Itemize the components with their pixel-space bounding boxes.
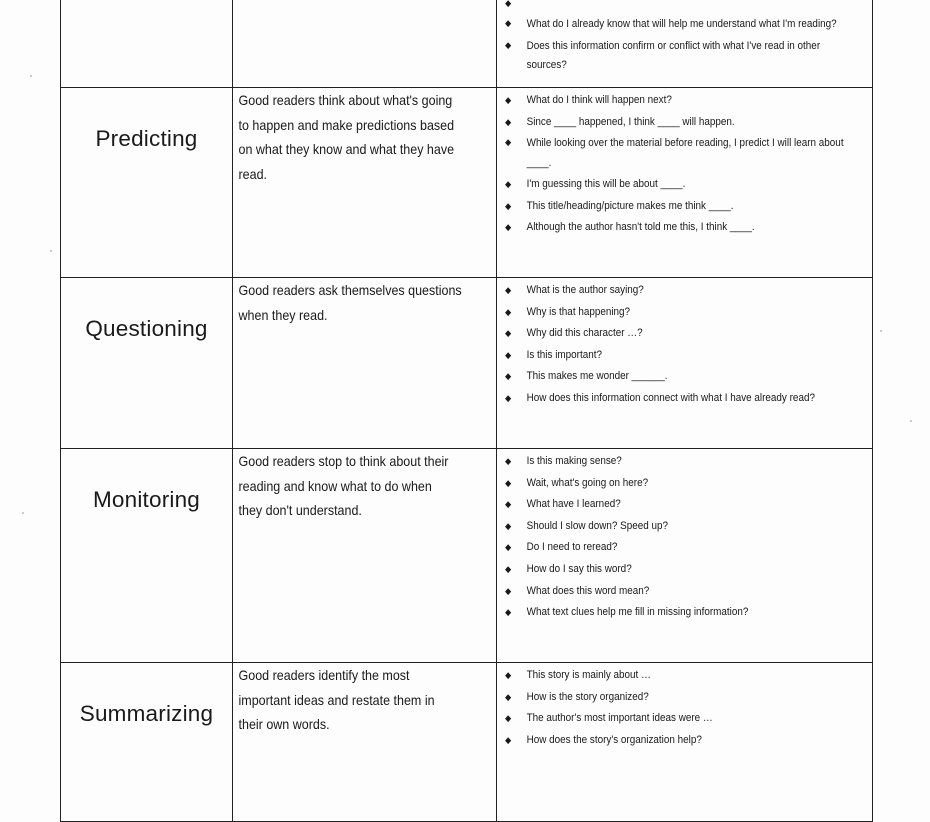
list-item: ◆ What do I already know that will help me understand what I'm reading? <box>505 14 856 36</box>
description-line: Good readers ask themselves questions <box>238 283 462 298</box>
description-cell <box>233 0 497 88</box>
list-item: ◆ I'm guessing this will be about ____. <box>505 174 830 196</box>
list-item: ◆ Do I need to reread? <box>505 537 830 559</box>
list-item: ◆ Should I slow down? Speed up? <box>505 516 830 538</box>
description-line: Good readers stop to think about their <box>238 454 449 469</box>
table-row <box>61 88 873 278</box>
description-line: Good readers think about what's going <box>238 93 453 108</box>
strategy-name-summarizing: Summarizing <box>61 663 233 822</box>
list-item: ◆ What have I learned? <box>505 494 830 516</box>
strategy-name-cell <box>61 0 233 88</box>
list-item: ◆ This title/heading/picture makes me think ____. <box>505 196 830 218</box>
strategy-description <box>233 663 494 738</box>
list-item: ◆ How does this information connect with what I have already read? <box>505 388 830 410</box>
list-item: ◆ While looking over the material before reading, I predict I will learn about ____. <box>505 133 856 174</box>
list-item: ◆ Wait, what's going on here? <box>505 473 830 495</box>
list-item: ◆ This story is mainly about … <box>505 665 830 687</box>
description-cell <box>233 449 497 663</box>
list-item <box>505 0 830 14</box>
strategy-name-questioning: Questioning <box>61 278 233 449</box>
list-item: ◆ Why is that happening? <box>505 302 830 324</box>
prompt-list <box>497 278 872 410</box>
list-item: ◆ Why did this character …? <box>505 323 830 345</box>
prompt-list <box>497 88 872 239</box>
strategy-description <box>233 449 494 524</box>
description-cell <box>233 278 497 449</box>
strategy-description <box>233 88 494 187</box>
description-line: important ideas and restate them in <box>238 692 435 708</box>
prompts-cell <box>497 278 873 449</box>
description-line: read. <box>238 166 268 182</box>
description-cell <box>233 88 497 278</box>
scan-speck <box>880 330 882 332</box>
list-item: ◆ Although the author hasn't told me this, I think ____. <box>505 217 830 239</box>
description-line: they don't understand. <box>238 503 362 518</box>
description-line: Good readers identify the most <box>238 668 410 683</box>
list-item: ◆ The author's most important ideas were … <box>505 708 830 730</box>
description-line: when they read. <box>238 307 328 323</box>
prompts-cell <box>497 88 873 278</box>
list-item: ◆ How do I say this word? <box>505 559 830 581</box>
strategy-name-predicting: Predicting <box>61 88 233 278</box>
list-item: ◆ What text clues help me fill in missing information? <box>505 602 830 624</box>
scan-speck <box>30 75 32 77</box>
list-item: ◆ Since ____ happened, I think ____ will happen. <box>505 112 830 134</box>
description-line: to happen and make predictions based <box>238 117 455 133</box>
scan-speck <box>50 250 52 252</box>
prompts-cell <box>497 449 873 663</box>
list-item: ◆ What is the author saying? <box>505 280 830 302</box>
list-item: ◆ Is this important? <box>505 345 830 367</box>
prompt-list <box>497 663 872 751</box>
table-row <box>61 663 873 822</box>
table-row <box>61 449 873 663</box>
list-item: ◆ Is this making sense? <box>505 451 830 473</box>
reading-strategies-table <box>60 0 873 822</box>
scan-speck <box>22 512 24 514</box>
list-item: ◆ How is the story organized? <box>505 687 830 709</box>
table-row <box>61 0 873 88</box>
strategy-name-monitoring: Monitoring <box>61 449 233 663</box>
prompt-list <box>497 449 872 624</box>
prompts-cell <box>497 0 873 88</box>
description-cell <box>233 663 497 822</box>
prompt-list <box>497 0 872 77</box>
list-item: ◆ How does the story's organization help? <box>505 730 830 752</box>
description-line: reading and know what to do when <box>238 478 432 494</box>
list-item: ◆ Does this information confirm or conflict with what I've read in other sources? <box>505 36 856 77</box>
list-item: ◆ What does this word mean? <box>505 581 830 603</box>
scan-speck <box>910 420 912 422</box>
prompts-cell <box>497 663 873 822</box>
list-item: ◆ This makes me wonder ______. <box>505 366 830 388</box>
list-item: ◆ What do I think will happen next? <box>505 90 830 112</box>
description-line: on what they know and what they have <box>238 142 455 157</box>
description-line: their own words. <box>238 717 330 732</box>
table-row <box>61 278 873 449</box>
strategy-description <box>233 278 494 328</box>
